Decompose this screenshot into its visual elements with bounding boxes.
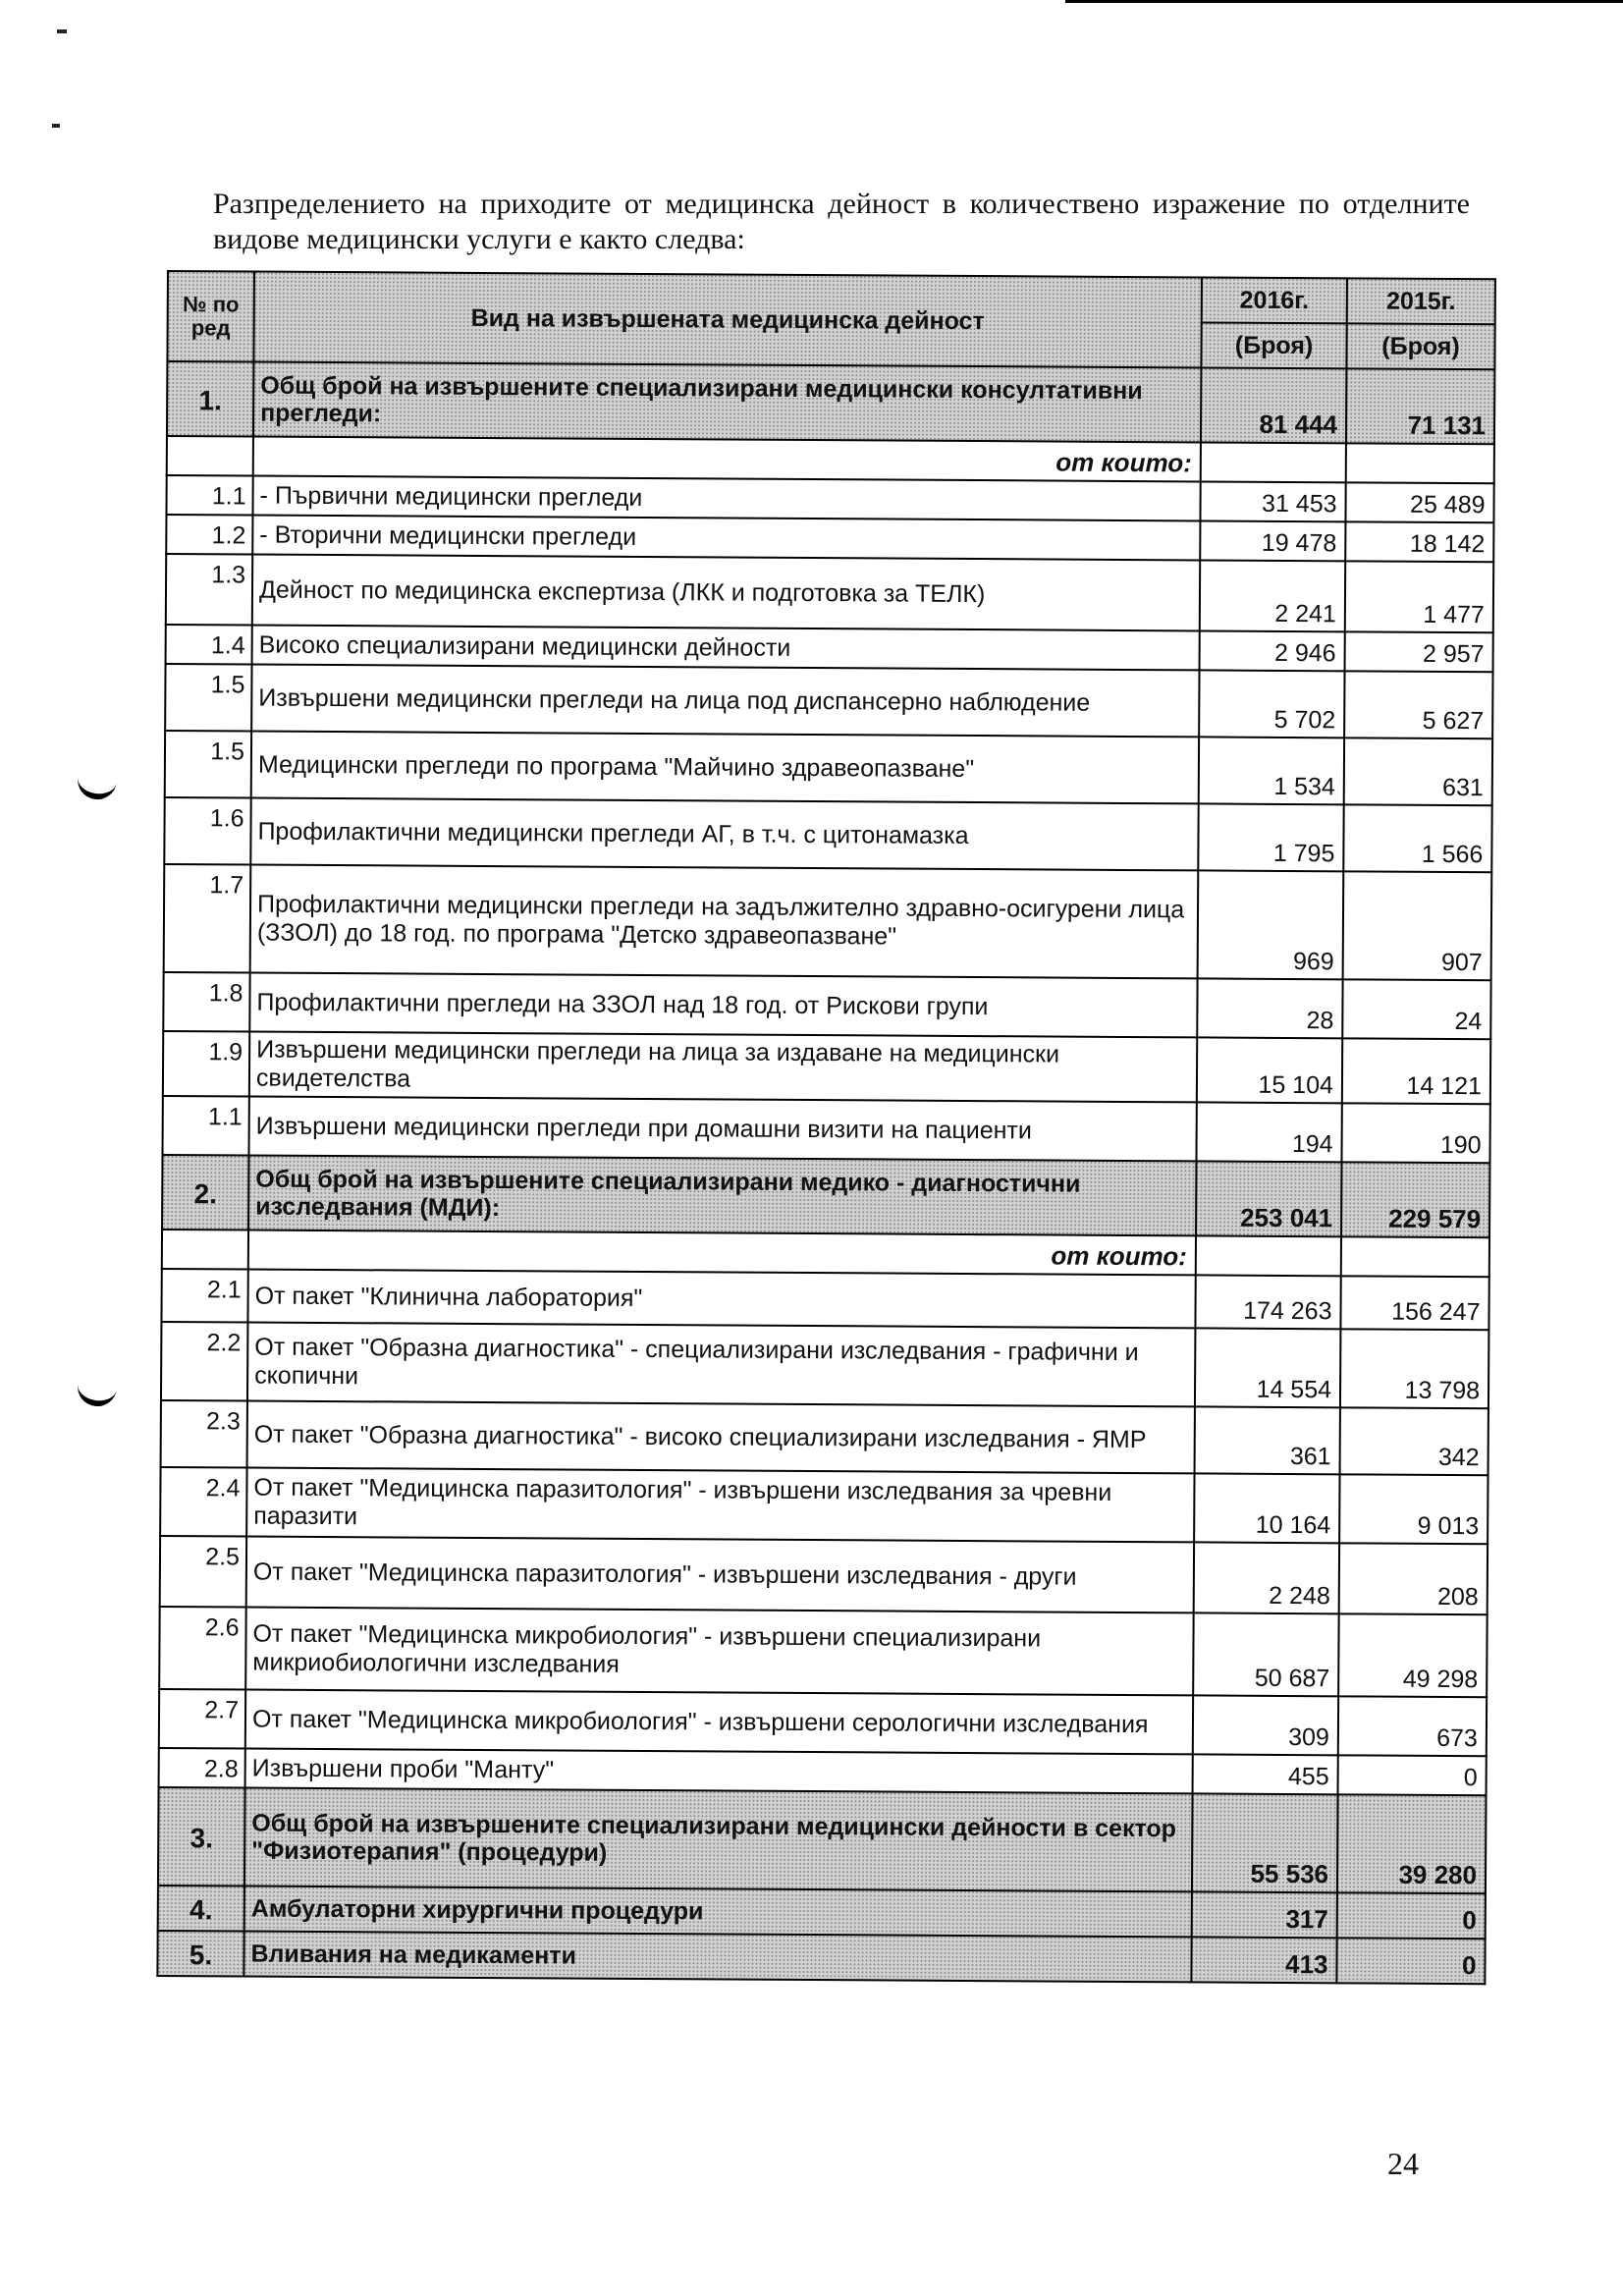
row-number: 1.1 <box>166 475 252 516</box>
col-header-no: № по ред <box>167 271 254 362</box>
page-number: 24 <box>1387 2146 1419 2181</box>
row-description: - Вторични медицински прегледи <box>252 516 1200 561</box>
row-value-2015: 5 627 <box>1344 671 1492 738</box>
row-number: 1.4 <box>166 625 252 665</box>
empty-cell <box>1201 442 1346 482</box>
row-description: От пакет "Образна диагностика" - специализирани изследвания - графични и скопични <box>247 1323 1195 1407</box>
row-value-2015: 208 <box>1339 1543 1488 1614</box>
total-value-2015: 39 280 <box>1337 1794 1487 1893</box>
row-description: Извършени медицински прегледи на лица под диспансерно наблюдение <box>251 665 1199 738</box>
row-value-2016: 2 946 <box>1200 630 1345 671</box>
row-value-2015: 631 <box>1344 738 1492 805</box>
total-value-2015: 0 <box>1337 1892 1486 1939</box>
row-value-2015: 24 <box>1342 979 1490 1039</box>
row-number: 2.4 <box>160 1467 246 1537</box>
row-value-2016: 28 <box>1197 978 1342 1038</box>
row-value-2016: 1 534 <box>1199 737 1344 804</box>
row-value-2016: 31 453 <box>1200 481 1345 521</box>
row-value-2015: 0 <box>1338 1755 1487 1795</box>
row-number: 1.5 <box>165 731 251 798</box>
col-unit-2015: (Броя) <box>1346 323 1494 369</box>
table-row <box>165 664 1492 738</box>
row-description: От пакет "Медицинска паразитология" - извършени изследвания за чревни паразити <box>246 1468 1194 1543</box>
table-row <box>159 1689 1487 1756</box>
table-row <box>161 1400 1488 1475</box>
empty-cell <box>167 436 253 476</box>
row-description: Извършени проби "Манту" <box>245 1749 1193 1794</box>
total-row <box>158 1886 1486 1939</box>
total-row <box>157 1931 1485 1984</box>
empty-cell <box>1341 1236 1489 1277</box>
row-value-2015: 9 013 <box>1339 1474 1488 1544</box>
row-value-2016: 174 263 <box>1195 1275 1340 1329</box>
section-number: 2. <box>162 1155 248 1230</box>
row-description: Медицински прегледи по програма "Майчино здравеопазване" <box>251 732 1199 804</box>
col-header-desc: Вид на извършената медицинска дейност <box>253 272 1202 368</box>
row-value-2015: 18 142 <box>1345 521 1493 562</box>
table-row <box>163 972 1490 1039</box>
row-description: От пакет "Образна диагностика" - високо специализирани изследвания - ЯМР <box>247 1401 1195 1474</box>
row-value-2016: 194 <box>1196 1102 1341 1162</box>
row-number: 1.7 <box>164 864 251 973</box>
scan-edge-line <box>1065 0 1623 3</box>
section-description: Общ брой на извършените специализирани медицински консултативни прегледи: <box>253 362 1201 443</box>
col-header-2015: 2015г. <box>1347 278 1495 324</box>
empty-cell <box>162 1230 248 1270</box>
row-value-2016: 309 <box>1193 1695 1338 1755</box>
row-value-2015: 1 477 <box>1345 561 1493 632</box>
section-total-row <box>167 361 1494 444</box>
row-value-2016: 14 554 <box>1195 1328 1340 1407</box>
empty-cell <box>1346 443 1494 483</box>
of-which-label: от които: <box>248 1230 1196 1276</box>
row-value-2016: 5 702 <box>1199 670 1344 738</box>
row-description: От пакет "Медицинска микробиология" - извършени специализирани микриобиологични изследвания <box>245 1608 1193 1696</box>
total-description: Амбулаторни хирургични процедури <box>244 1886 1192 1938</box>
row-description: Дейност по медицинска експертиза (ЛКК и подготовка за ТЕЛК) <box>252 555 1200 631</box>
row-number: 1.3 <box>166 554 252 626</box>
row-value-2016: 969 <box>1198 870 1344 979</box>
intro-paragraph: Разпределението на приходите от медицинска дейност в количествено изражение по отделните видове медицински услуги е както следва: <box>213 188 1470 255</box>
row-number: 2.1 <box>161 1269 247 1323</box>
row-number: 2.6 <box>159 1607 246 1690</box>
table-row <box>160 1467 1488 1544</box>
row-description: Извършени медицински прегледи на лица за издаване на медицински свидетелства <box>249 1032 1197 1103</box>
total-description: Вливания на медикаменти <box>243 1932 1191 1983</box>
row-value-2016: 1 795 <box>1198 803 1343 871</box>
row-value-2016: 2 241 <box>1200 560 1345 631</box>
row-number: 1.8 <box>163 972 249 1032</box>
table-row <box>162 1096 1489 1163</box>
row-description: Профилактични медицински прегледи АГ, в т.ч. с цитонамазка <box>250 798 1198 871</box>
total-description: Общ брой на извършените специализирани медицински дейности в сектор "Физиотерапия" (процедури) <box>244 1788 1193 1892</box>
row-number: 2.8 <box>159 1748 245 1788</box>
of-which-label: от които: <box>253 437 1201 482</box>
section-number: 1. <box>167 361 253 437</box>
total-number: 4. <box>158 1886 244 1932</box>
row-value-2015: 13 798 <box>1340 1329 1488 1408</box>
row-number: 2.3 <box>161 1400 247 1468</box>
row-value-2016: 50 687 <box>1193 1613 1339 1696</box>
row-number: 1.9 <box>163 1031 249 1097</box>
row-description: Профилактични медицински прегледи на задължително здравно-осигурени лица (ЗЗОЛ) до 18 год. по програма "Детско здравеопазване" <box>250 865 1199 979</box>
section-value-2015: 71 131 <box>1346 368 1494 444</box>
total-value-2015: 0 <box>1336 1938 1485 1984</box>
row-value-2015: 1 566 <box>1343 804 1491 872</box>
row-value-2015: 14 121 <box>1342 1038 1490 1104</box>
table-header-row <box>168 271 1495 324</box>
table-row <box>163 1031 1490 1104</box>
table-row <box>164 864 1492 980</box>
row-description: - Първични медицински прегледи <box>252 476 1200 521</box>
row-value-2015: 49 298 <box>1338 1613 1488 1697</box>
section-value-2015: 229 579 <box>1341 1162 1489 1237</box>
table-row <box>165 731 1492 805</box>
row-value-2015: 25 489 <box>1345 482 1493 522</box>
table-row <box>159 1607 1487 1697</box>
total-row <box>158 1787 1487 1893</box>
empty-cell <box>1196 1235 1341 1276</box>
scan-speck <box>57 29 67 33</box>
row-number: 2.2 <box>161 1322 247 1401</box>
row-value-2016: 19 478 <box>1200 520 1345 561</box>
row-value-2016: 361 <box>1195 1406 1340 1474</box>
row-number: 1.1 <box>162 1096 248 1156</box>
row-value-2015: 907 <box>1343 871 1492 980</box>
table-row <box>160 1536 1488 1614</box>
table-row <box>161 1269 1488 1330</box>
row-description: Извършени медицински прегледи при домашни визити на пациенти <box>248 1097 1196 1162</box>
row-value-2016: 2 248 <box>1194 1542 1339 1613</box>
row-number: 1.5 <box>165 664 251 732</box>
table-row <box>166 554 1493 632</box>
row-description: Профилактични прегледи на ЗЗОЛ над 18 год. от Рискови групи <box>249 973 1197 1038</box>
row-value-2016: 15 104 <box>1197 1037 1342 1103</box>
binder-hole-mark <box>76 1380 118 1408</box>
row-description: От пакет "Клинична лаборатория" <box>247 1270 1195 1329</box>
row-value-2016: 455 <box>1193 1754 1338 1794</box>
col-unit-2016: (Броя) <box>1201 322 1346 368</box>
row-value-2015: 342 <box>1340 1407 1488 1475</box>
total-number: 3. <box>158 1787 245 1886</box>
total-value-2016: 413 <box>1191 1937 1336 1983</box>
row-value-2015: 673 <box>1338 1696 1487 1756</box>
total-value-2016: 317 <box>1192 1891 1337 1938</box>
section-description: Общ брой на извършените специализирани медико - диагностични изследвания (МДИ): <box>248 1156 1196 1236</box>
total-number: 5. <box>157 1931 243 1977</box>
row-description: От пакет "Медицинска паразитология" - извършени изследвания - други <box>246 1537 1194 1613</box>
row-number: 2.5 <box>160 1536 246 1608</box>
col-header-2016: 2016г. <box>1202 277 1347 323</box>
row-description: От пакет "Медицинска микробиология" - извършени серологични изследвания <box>245 1690 1193 1755</box>
row-value-2016: 10 164 <box>1194 1473 1339 1543</box>
row-value-2015: 156 247 <box>1340 1276 1488 1330</box>
row-number: 1.6 <box>164 797 250 865</box>
section-value-2016: 253 041 <box>1196 1161 1341 1236</box>
total-value-2016: 55 536 <box>1192 1793 1338 1892</box>
row-value-2015: 190 <box>1341 1103 1489 1163</box>
row-number: 1.2 <box>166 515 252 555</box>
section-value-2016: 81 444 <box>1201 367 1346 443</box>
binder-hole-mark <box>76 773 118 801</box>
section-total-row <box>162 1155 1489 1237</box>
services-table <box>156 270 1494 1985</box>
scan-speck <box>52 124 60 128</box>
row-value-2015: 2 957 <box>1345 631 1493 672</box>
row-number: 2.7 <box>159 1689 245 1749</box>
table-row <box>164 797 1491 872</box>
table-row <box>161 1322 1488 1408</box>
row-description: Високо специализирани медицински дейности <box>252 626 1200 671</box>
